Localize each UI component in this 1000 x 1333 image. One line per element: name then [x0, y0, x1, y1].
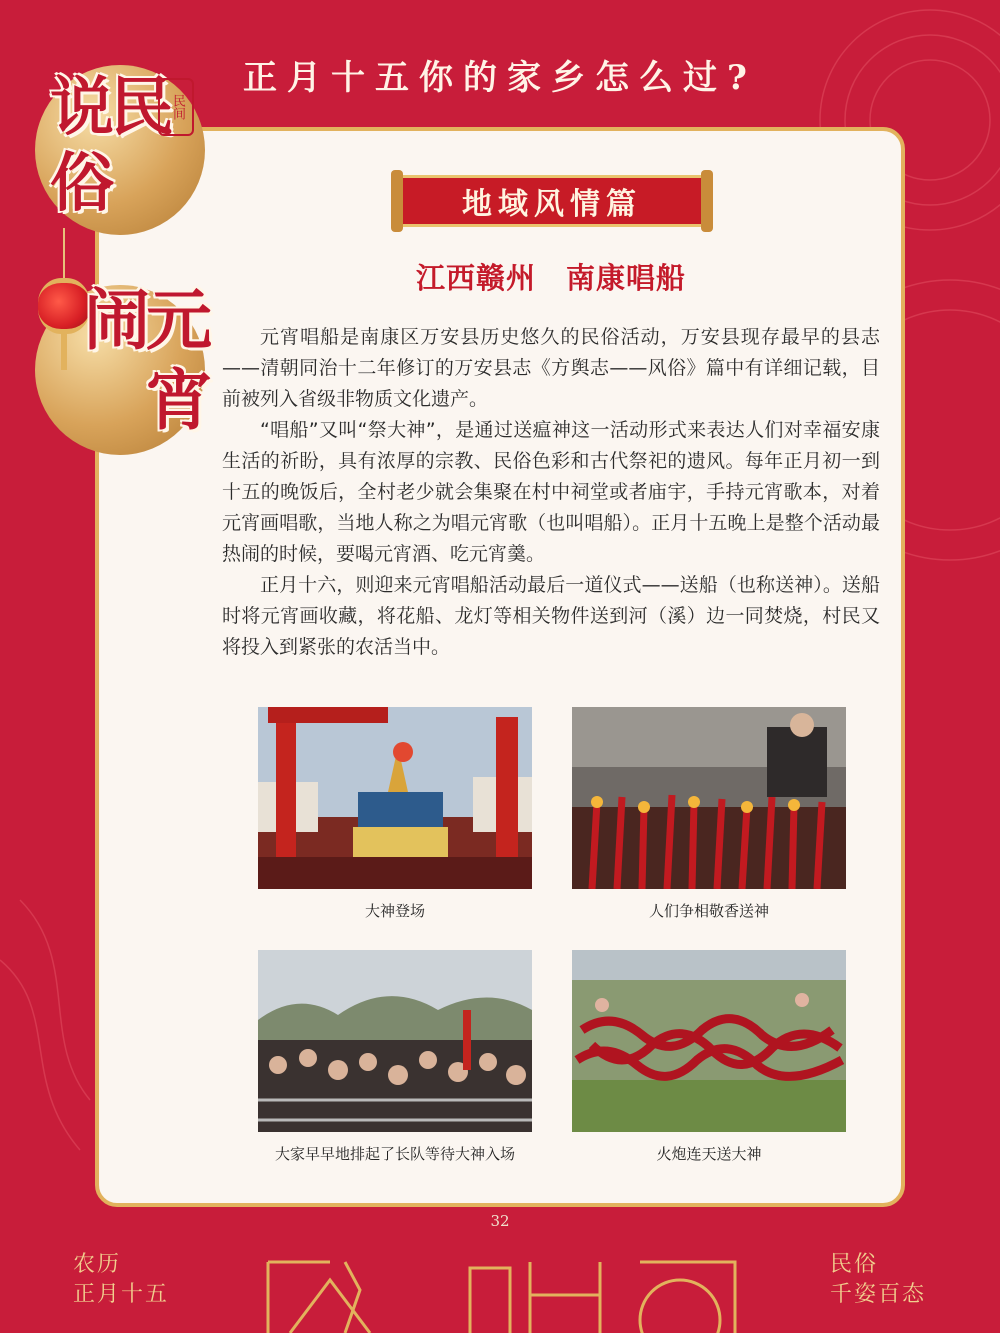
- badge-shuo-minsu: 说民俗: [50, 70, 170, 221]
- footer-right-line-2: 千姿百态: [830, 1282, 927, 1307]
- photo-caption-2: 人们争相敬香送神: [648, 902, 769, 920]
- page-header-title: 正月十五你的家乡怎么过?: [243, 58, 757, 98]
- footer-right: [830, 1250, 926, 1310]
- article-paragraph-3: 正月十六，则迎来元宵唱船活动最后一道仪式——送船（也称送神）。送船时将元宵画收藏，将花船、龙灯等相关物件送到河（溪）边一同焚烧，村民又将投入到紧张的农活当中。: [222, 574, 880, 658]
- article-body: [222, 322, 880, 663]
- banner-label: 地域风情篇: [462, 187, 642, 222]
- min-jian-seal: 民间: [158, 78, 194, 136]
- footer-left-line-1: 农历: [73, 1252, 122, 1277]
- section-banner: [398, 175, 706, 227]
- photo-waiting-crowd: [258, 950, 532, 1132]
- photo-caption-1: 大神登场: [364, 902, 425, 920]
- photo-caption-4: 火炮连天送大神: [656, 1145, 762, 1163]
- footer-right-line-1: 民俗: [830, 1252, 879, 1277]
- photo-incense-offering: [572, 707, 846, 889]
- photo-firecrackers: [572, 950, 846, 1132]
- footer-left: [73, 1250, 169, 1310]
- article-paragraph-1: 元宵唱船是南康区万安县历史悠久的民俗活动，万安县现存最早的县志——清朝同治十二年修订的万安县志《方舆志——风俗》篇中有详细记载，目前被列入省级非物质文化遗产。: [222, 326, 880, 410]
- badge-nao-yuanxiao: 闹元宵: [84, 281, 208, 439]
- photo-caption-3: 大家早早地排起了长队等待大神入场: [274, 1145, 515, 1163]
- article-title: 江西赣州 南康唱船: [415, 261, 686, 295]
- page-number: 32: [490, 1212, 510, 1230]
- scroll-end-left: [391, 170, 403, 232]
- scroll-end-right: [701, 170, 713, 232]
- article-paragraph-2: “唱船”又叫“祭大神”，是通过送瘟神这一活动形式来表达人们对幸福安康生活的祈盼，具有浓厚的宗教、民俗色彩和古代祭祀的遗风。每年正月初一到十五的晚饭后，全村老少就会集聚在村中祠堂或者庙宇，手持元宵歌本，对着元宵画唱歌，当地人称之为唱元宵歌（也叫唱船）。正月十五晚上是整个活动最热闹的时候，要喝元宵酒、吃元宵羹。: [222, 419, 880, 565]
- lantern-string: [63, 228, 65, 280]
- footer-left-line-2: 正月十五: [73, 1282, 170, 1307]
- photo-deity-entrance: [258, 707, 532, 889]
